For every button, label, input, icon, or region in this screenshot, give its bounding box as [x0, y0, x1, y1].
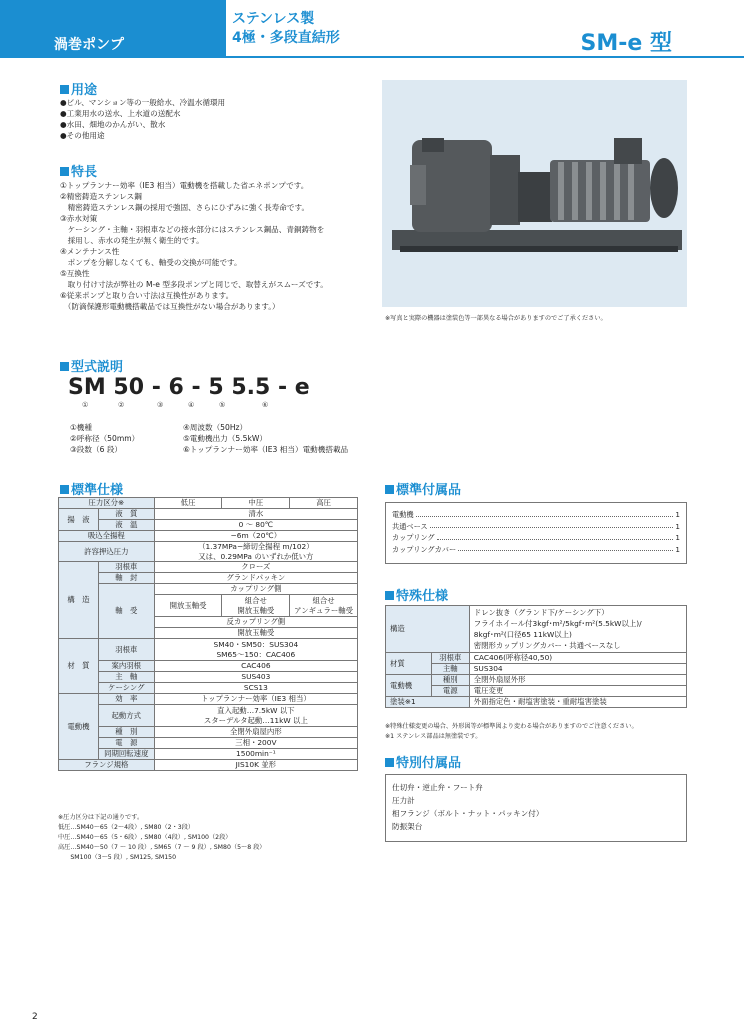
table-row — [59, 542, 358, 562]
table-cell: 羽根車 — [431, 653, 469, 664]
model-desc-item: ④周波数（50Hz） — [183, 423, 248, 432]
acc-name: カップリングカバー — [392, 544, 457, 554]
cell-line: 又は、0.29MPa のいずれか低い方 — [198, 551, 314, 561]
subtitle-line-1: ステンレス製 — [232, 11, 315, 27]
feature-line: ④メンテナンス性 — [60, 247, 120, 256]
acc-qty: 1 — [675, 521, 680, 531]
table-cell: 清水 — [154, 509, 357, 520]
table-cell: 1500min⁻¹ — [154, 749, 357, 760]
table-cell: SUS403 — [154, 672, 357, 683]
table-cell: 反カップリング側 — [154, 617, 357, 628]
subtitle-line-2: 4極・多段直結形 — [232, 30, 340, 46]
feature-line: 取り付け寸法が弊社の M-e 型多段ポンプと同じで、取替えがスムーズです。 — [60, 280, 328, 289]
table-cell: 電動機 — [386, 675, 432, 697]
features-list — [60, 180, 378, 312]
note-line: 低圧…SM40～65（2～4段）, SM80（2・3段） — [58, 824, 195, 831]
feature-line: （防滴保護形電動機搭載品では互換性がない場合があります。） — [60, 302, 280, 311]
std-spec-notes — [58, 813, 265, 863]
table-cell: SUS304 — [469, 664, 686, 675]
table-cell: 種別 — [431, 675, 469, 686]
note-line: ※特殊仕様変更の場合、外形図等が標準図より変わる場合がありますのでご注意ください。 — [385, 723, 638, 730]
list-item — [392, 521, 680, 533]
table-cell: −6m（20℃） — [154, 531, 357, 542]
cell-line: 密閉形カップリングカバー・共通ベースなし — [473, 641, 621, 650]
table-row — [59, 562, 358, 573]
table-cell: 揚 液 — [59, 509, 99, 531]
model-part: 5.5 — [231, 375, 271, 400]
feature-line: ③赤水対策 — [60, 214, 98, 223]
list-item: ●水田、畑地のかんがい、散水 — [60, 120, 166, 129]
note-line: ※圧力区分は下記の通りです。 — [58, 814, 144, 821]
list-item: ●ビル、マンション等の一般給水、冷温水循環用 — [60, 98, 226, 107]
feature-line: ⑥従来ポンプと取り合い寸法は互換性があります。 — [60, 291, 234, 300]
model-num: ⑥ — [262, 401, 269, 409]
page-number: 2 — [32, 1012, 38, 1022]
table-cell: 全閉外扇屋外形 — [469, 675, 686, 686]
table-cell: 電 源 — [98, 738, 154, 749]
table-cell: 開放玉軸受 — [154, 595, 222, 617]
pump-illustration — [382, 80, 687, 307]
table-cell: 種 別 — [98, 727, 154, 738]
table-cell: 案内羽根 — [98, 661, 154, 672]
cell-line: 8kgf･m²(口径65 11kW以上) — [473, 630, 572, 639]
header-subtitle — [232, 10, 340, 48]
acc-qty: 1 — [675, 510, 680, 519]
note-line: ※1 ステンレス部品は無塗装です。 — [385, 733, 482, 740]
category-label: 渦巻ポンプ — [54, 37, 124, 53]
model-desc-title: 型式説明 — [60, 356, 123, 375]
note-line: SM100（3～5 段）, SM125, SM150 — [58, 854, 177, 861]
table-cell: 軸 封 — [98, 573, 154, 584]
list-item: ●工業用水の送水、上水道の送配水 — [60, 109, 181, 118]
table-row — [59, 531, 358, 542]
photo-note: ※写真と実際の機器は塗装色等一部異なる場合がありますのでご了承ください。 — [385, 315, 607, 322]
table-cell: 材 質 — [59, 639, 99, 694]
list-item — [392, 509, 680, 521]
table-cell: 起動方式 — [98, 705, 154, 727]
cell-line: 組合せ — [312, 596, 335, 606]
list-item — [392, 532, 680, 544]
table-cell: 液 質 — [98, 509, 154, 520]
table-cell: グランドパッキン — [154, 573, 357, 584]
acc-qty: 1 — [675, 533, 680, 542]
table-cell: 塗装※1 — [386, 697, 470, 708]
table-cell: 中圧 — [222, 498, 290, 509]
table-cell: 高圧 — [290, 498, 358, 509]
table-row — [59, 727, 358, 738]
table-cell: 0 ～ 80℃ — [154, 520, 357, 531]
table-cell: 羽根車 — [98, 639, 154, 661]
special-acc-title: 特別付属品 — [385, 752, 461, 771]
table-cell: 液 温 — [98, 520, 154, 531]
list-item: 相フランジ（ボルト・ナット・パッキン付） — [392, 809, 544, 818]
table-cell: SCS13 — [154, 683, 357, 694]
cell-line: SM65～150：CAC406 — [216, 649, 296, 659]
table-cell: ケーシング — [98, 683, 154, 694]
table-cell: 同期回転速度 — [98, 749, 154, 760]
std-spec-title: 標準仕様 — [60, 479, 123, 498]
model-num: ④ — [188, 401, 195, 409]
table-row — [59, 661, 358, 672]
note-line: 中圧…SM40～65（5・6段）, SM80（4段）, SM100（2段） — [58, 834, 232, 841]
model-desc-item: ⑥トップランナー効率（IE3 相当）電動機搭載品 — [183, 445, 349, 454]
table-row — [59, 694, 358, 705]
feature-line: ②精密鋳造ステンレス鋼 — [60, 192, 142, 201]
feature-line: ケーシング・主軸・羽根車などの接水部分にはステンレス鋼品、青銅鋳物を — [60, 225, 325, 234]
model-title: SM-e 型 — [580, 31, 672, 56]
std-spec-table — [58, 497, 358, 771]
model-part: 50 — [113, 375, 145, 400]
table-cell: 軸 受 — [98, 584, 154, 639]
table-cell: 開放玉軸受 — [154, 628, 357, 639]
feature-line: ポンプを分解しなくても、軸受の交換が可能です。 — [60, 258, 242, 267]
table-cell: 材質 — [386, 653, 432, 675]
table-cell: 効 率 — [98, 694, 154, 705]
table-cell — [154, 542, 357, 562]
table-row — [59, 520, 358, 531]
model-num: ① — [82, 401, 89, 409]
table-cell: 主 軸 — [98, 672, 154, 683]
table-cell: 羽根車 — [98, 562, 154, 573]
table-row — [59, 639, 358, 661]
table-row — [59, 683, 358, 694]
table-row — [59, 738, 358, 749]
table-cell — [154, 639, 357, 661]
acc-name: 共通ベース — [392, 521, 428, 531]
pump-photo — [382, 80, 687, 307]
model-part: e — [294, 375, 310, 400]
table-cell: トップランナー効率（IE3 相当） — [154, 694, 357, 705]
model-desc-item: ③段数（6 段） — [70, 445, 123, 454]
table-cell: カップリング側 — [154, 584, 357, 595]
model-part: 5 — [208, 375, 224, 400]
table-cell — [154, 705, 357, 727]
model-part: - — [277, 375, 288, 400]
uses-title: 用途 — [60, 79, 97, 98]
acc-name: 電動機 — [392, 510, 414, 519]
table-row — [59, 705, 358, 727]
table-cell: 主軸 — [431, 664, 469, 675]
model-num: ③ — [157, 401, 164, 409]
table-cell: 低圧 — [154, 498, 222, 509]
features-title: 特長 — [60, 161, 97, 180]
std-acc-box — [385, 502, 687, 564]
table-cell — [469, 606, 686, 653]
table-cell: 外面指定色・耐塩害塗装・重耐塩害塗装 — [469, 697, 686, 708]
cell-line: 直入起動…7.5kW 以下 — [217, 706, 295, 716]
std-acc-title: 標準付属品 — [385, 479, 461, 498]
list-item: 仕切弁・逆止弁・フート弁 — [392, 783, 483, 792]
table-cell: 構 造 — [59, 562, 99, 639]
table-cell: フランジ規格 — [59, 760, 155, 771]
table-row — [59, 509, 358, 520]
special-acc-box — [385, 774, 687, 842]
special-spec-table — [385, 605, 687, 708]
table-cell: JIS10K 並形 — [154, 760, 357, 771]
model-desc-item: ②呼称径（50mm） — [70, 434, 140, 443]
table-cell: CAC406(呼称径40,50) — [469, 653, 686, 664]
table-row — [59, 672, 358, 683]
table-cell: 電圧変更 — [469, 686, 686, 697]
table-row — [59, 584, 358, 595]
list-item — [392, 544, 680, 556]
table-cell: 電動機 — [59, 694, 99, 760]
cell-line: 開放玉軸受 — [237, 605, 275, 615]
table-cell — [222, 595, 290, 617]
table-row — [386, 606, 687, 653]
cell-line: スターデルタ起動…11kW 以上 — [203, 715, 308, 725]
cell-line: SM40・SM50：SUS304 — [213, 640, 299, 650]
feature-line: 精密鋳造ステンレス鋼の採用で強固、さらにひずみに強く長寿命です。 — [60, 203, 310, 212]
table-cell: 吸込全揚程 — [59, 531, 155, 542]
feature-line: ⑤互換性 — [60, 269, 90, 278]
model-desc-item: ⑤電動機出力（5.5kW） — [183, 434, 267, 443]
feature-line: 採用し、赤水の発生が無く衛生的です。 — [60, 236, 204, 245]
table-row — [59, 498, 358, 509]
table-cell: 圧力区分※ — [59, 498, 155, 509]
table-row — [386, 686, 687, 697]
model-part: 6 — [168, 375, 184, 400]
table-cell: 電源 — [431, 686, 469, 697]
acc-name: カップリング — [392, 533, 435, 542]
model-code — [68, 375, 310, 400]
table-cell — [290, 595, 358, 617]
acc-qty: 1 — [675, 544, 680, 554]
table-cell: 全閉外扇屋内形 — [154, 727, 357, 738]
table-cell: クローズ — [154, 562, 357, 573]
model-desc-item: ①機種 — [70, 423, 92, 432]
table-row — [386, 653, 687, 664]
cell-line: 組合せ — [244, 596, 267, 606]
table-cell: CAC406 — [154, 661, 357, 672]
feature-line: ①トップランナー効率（IE3 相当）電動機を搭載した省エネポンプです。 — [60, 181, 309, 190]
cell-line: アンギュラー軸受 — [294, 605, 354, 615]
table-row — [386, 675, 687, 686]
special-spec-title: 特殊仕様 — [385, 585, 448, 604]
header-category-bar — [0, 0, 226, 58]
list-item: ●その他用途 — [60, 131, 105, 140]
table-row — [59, 749, 358, 760]
table-cell: 許容押込圧力 — [59, 542, 155, 562]
list-item: 圧力計 — [392, 796, 415, 805]
table-row — [386, 697, 687, 708]
table-row — [59, 760, 358, 771]
table-cell: 三相・200V — [154, 738, 357, 749]
model-desc-left — [70, 422, 139, 455]
cell-line: フライホイール付3kgf･m²/5kgf･m²(5.5kW以上)/ — [473, 619, 642, 628]
model-part: - — [191, 375, 201, 400]
model-num: ⑤ — [219, 401, 226, 409]
model-num: ② — [118, 401, 125, 409]
table-row — [386, 664, 687, 675]
model-part: SM — [68, 375, 106, 400]
uses-list — [60, 97, 225, 141]
cell-line: （1.37MPa−締切全揚程 m/102） — [198, 542, 314, 551]
note-line: 高圧…SM40～50（7 ～ 10 段）, SM65（7 ～ 9 段）, SM80（5～8 段） — [58, 844, 266, 851]
table-row — [59, 573, 358, 584]
list-item: 防振架台 — [392, 822, 423, 831]
cell-line: ドレン抜き（グランド下/ケーシング下） — [473, 608, 609, 617]
special-spec-notes — [385, 722, 638, 742]
model-desc-right — [183, 422, 348, 455]
model-part: - — [151, 375, 161, 400]
table-cell: 構造 — [386, 606, 470, 653]
